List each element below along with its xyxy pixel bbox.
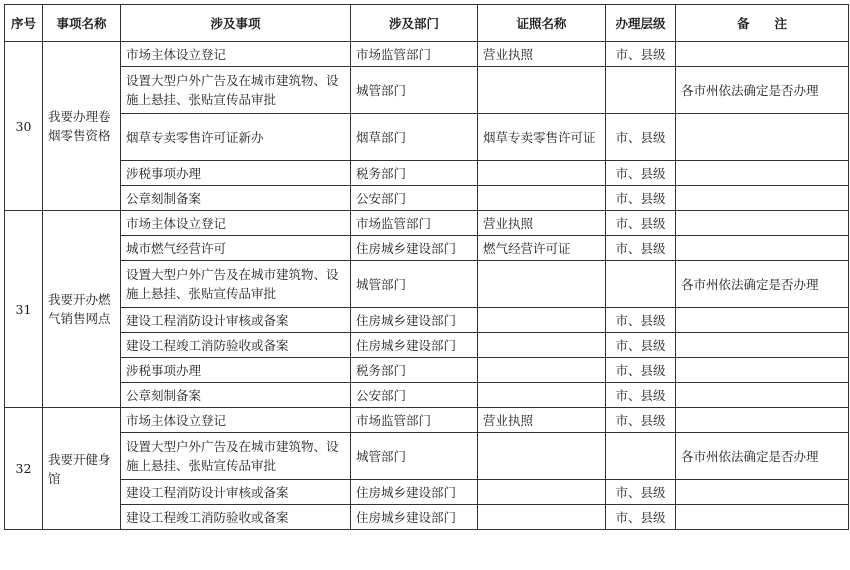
row-level: 市、县级 bbox=[606, 480, 676, 505]
row-dept: 住房城乡建设部门 bbox=[351, 480, 478, 505]
row-item: 市场主体设立登记 bbox=[121, 408, 351, 433]
row-item: 涉税事项办理 bbox=[121, 358, 351, 383]
row-level: 市、县级 bbox=[606, 408, 676, 433]
row-item: 城市燃气经营许可 bbox=[121, 236, 351, 261]
row-level: 市、县级 bbox=[606, 236, 676, 261]
row-level: 市、县级 bbox=[606, 114, 676, 161]
row-dept: 烟草部门 bbox=[351, 114, 478, 161]
table-row bbox=[5, 358, 849, 383]
row-item: 设置大型户外广告及在城市建筑物、设施上悬挂、张贴宣传品审批 bbox=[121, 261, 351, 308]
table-row bbox=[5, 308, 849, 333]
row-cert bbox=[478, 433, 606, 480]
row-cert bbox=[478, 67, 606, 114]
row-item: 涉税事项办理 bbox=[121, 161, 351, 186]
row-item: 公章刻制备案 bbox=[121, 186, 351, 211]
header-row bbox=[5, 5, 849, 42]
row-remark bbox=[676, 505, 849, 530]
row-cert: 营业执照 bbox=[478, 211, 606, 236]
row-cert: 燃气经营许可证 bbox=[478, 236, 606, 261]
row-item: 设置大型户外广告及在城市建筑物、设施上悬挂、张贴宣传品审批 bbox=[121, 67, 351, 114]
row-cert bbox=[478, 261, 606, 308]
row-remark bbox=[676, 211, 849, 236]
row-remark: 各市州依法确定是否办理 bbox=[676, 433, 849, 480]
row-item: 市场主体设立登记 bbox=[121, 42, 351, 67]
row-cert: 烟草专卖零售许可证 bbox=[478, 114, 606, 161]
table-row bbox=[5, 433, 849, 480]
group-name: 我要开健身馆 bbox=[43, 408, 121, 530]
row-item: 建设工程消防设计审核或备案 bbox=[121, 480, 351, 505]
row-cert bbox=[478, 383, 606, 408]
row-level: 市、县级 bbox=[606, 211, 676, 236]
table-row bbox=[5, 333, 849, 358]
table-row bbox=[5, 67, 849, 114]
row-remark bbox=[676, 42, 849, 67]
row-level: 市、县级 bbox=[606, 333, 676, 358]
row-level bbox=[606, 433, 676, 480]
row-remark: 各市州依法确定是否办理 bbox=[676, 261, 849, 308]
row-level: 市、县级 bbox=[606, 42, 676, 67]
row-remark bbox=[676, 186, 849, 211]
header-items: 涉及事项 bbox=[121, 5, 351, 42]
row-remark bbox=[676, 114, 849, 161]
row-item: 建设工程消防设计审核或备案 bbox=[121, 308, 351, 333]
table-row bbox=[5, 114, 849, 161]
row-dept: 城管部门 bbox=[351, 261, 478, 308]
row-cert bbox=[478, 161, 606, 186]
row-remark bbox=[676, 383, 849, 408]
header-name: 事项名称 bbox=[43, 5, 121, 42]
row-item: 市场主体设立登记 bbox=[121, 211, 351, 236]
row-dept: 住房城乡建设部门 bbox=[351, 308, 478, 333]
row-remark bbox=[676, 358, 849, 383]
row-cert bbox=[478, 480, 606, 505]
row-dept: 公安部门 bbox=[351, 383, 478, 408]
row-dept: 公安部门 bbox=[351, 186, 478, 211]
row-item: 建设工程竣工消防验收或备案 bbox=[121, 505, 351, 530]
row-remark bbox=[676, 236, 849, 261]
row-item: 设置大型户外广告及在城市建筑物、设施上悬挂、张贴宣传品审批 bbox=[121, 433, 351, 480]
row-level bbox=[606, 67, 676, 114]
matters-table bbox=[4, 4, 849, 530]
row-dept: 市场监管部门 bbox=[351, 42, 478, 67]
table-row bbox=[5, 261, 849, 308]
row-dept: 税务部门 bbox=[351, 161, 478, 186]
row-cert bbox=[478, 505, 606, 530]
row-cert bbox=[478, 308, 606, 333]
group-seq: 31 bbox=[5, 211, 43, 408]
row-dept: 市场监管部门 bbox=[351, 408, 478, 433]
row-remark bbox=[676, 333, 849, 358]
header-remarks: 备 注 bbox=[676, 5, 849, 42]
group-name: 我要办理卷烟零售资格 bbox=[43, 42, 121, 211]
row-item: 公章刻制备案 bbox=[121, 383, 351, 408]
group-name: 我要开办燃气销售网点 bbox=[43, 211, 121, 408]
row-cert: 营业执照 bbox=[478, 408, 606, 433]
row-item: 烟草专卖零售许可证新办 bbox=[121, 114, 351, 161]
table-row bbox=[5, 505, 849, 530]
row-remark: 各市州依法确定是否办理 bbox=[676, 67, 849, 114]
row-remark bbox=[676, 408, 849, 433]
table-row bbox=[5, 408, 849, 433]
header-dept: 涉及部门 bbox=[351, 5, 478, 42]
row-level: 市、县级 bbox=[606, 505, 676, 530]
row-cert: 营业执照 bbox=[478, 42, 606, 67]
table-row bbox=[5, 161, 849, 186]
table-row bbox=[5, 186, 849, 211]
row-level: 市、县级 bbox=[606, 186, 676, 211]
group-seq: 32 bbox=[5, 408, 43, 530]
table-row bbox=[5, 480, 849, 505]
row-cert bbox=[478, 358, 606, 383]
row-remark bbox=[676, 480, 849, 505]
row-level: 市、县级 bbox=[606, 161, 676, 186]
row-dept: 城管部门 bbox=[351, 67, 478, 114]
header-cert: 证照名称 bbox=[478, 5, 606, 42]
table-row bbox=[5, 236, 849, 261]
group-seq: 30 bbox=[5, 42, 43, 211]
row-level: 市、县级 bbox=[606, 358, 676, 383]
row-dept: 住房城乡建设部门 bbox=[351, 505, 478, 530]
table-row bbox=[5, 42, 849, 67]
row-dept: 住房城乡建设部门 bbox=[351, 333, 478, 358]
row-dept: 住房城乡建设部门 bbox=[351, 236, 478, 261]
row-level bbox=[606, 261, 676, 308]
row-item: 建设工程竣工消防验收或备案 bbox=[121, 333, 351, 358]
row-dept: 市场监管部门 bbox=[351, 211, 478, 236]
row-level: 市、县级 bbox=[606, 383, 676, 408]
header-level: 办理层级 bbox=[606, 5, 676, 42]
table-row bbox=[5, 383, 849, 408]
row-dept: 城管部门 bbox=[351, 433, 478, 480]
row-remark bbox=[676, 308, 849, 333]
row-remark bbox=[676, 161, 849, 186]
row-cert bbox=[478, 333, 606, 358]
table-row bbox=[5, 211, 849, 236]
row-dept: 税务部门 bbox=[351, 358, 478, 383]
row-cert bbox=[478, 186, 606, 211]
header-seq: 序号 bbox=[5, 5, 43, 42]
row-level: 市、县级 bbox=[606, 308, 676, 333]
